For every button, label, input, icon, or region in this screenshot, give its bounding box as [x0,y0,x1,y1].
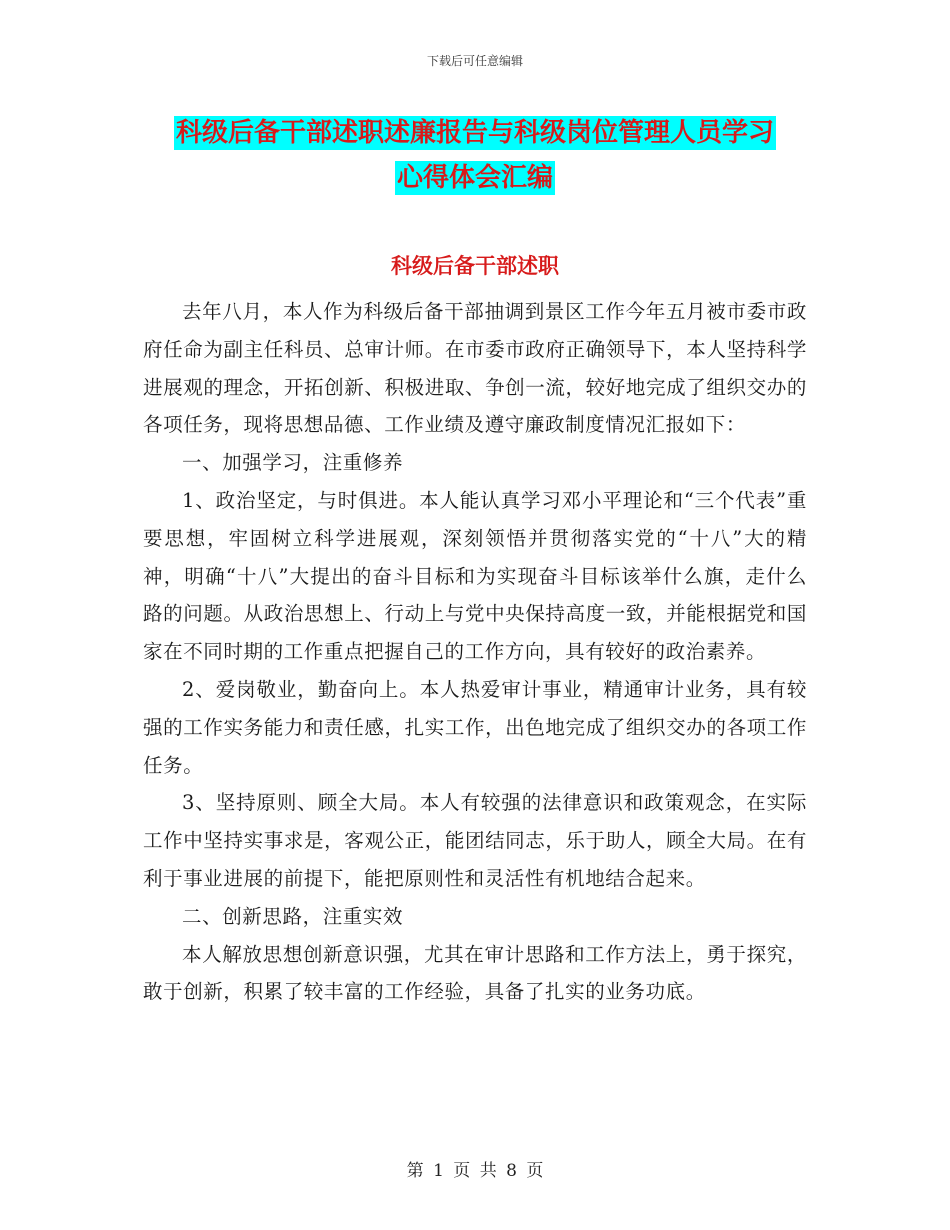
document-title-line-2 [0,157,950,194]
title-line-2-text: 心得体会汇编 [396,163,553,193]
document-body [143,293,807,1011]
paragraph-dedication: 2、爱岗敬业，勤奋向上。本人热爱审计事业，精通审计业务，具有较强的工作实务能力和责任感，扎实工作，出色地完成了组织交办的各项工作任务。 [143,677,807,777]
page-number-footer: 第 1 页 共 8 页 [406,1161,544,1181]
section-title: 科级后备干部述职 [391,254,559,278]
heading-study: 一、加强学习，注重修养 [182,451,404,475]
title-line-1-text: 科级后备干部述职述廉报告与科级岗位管理人员学习 [175,118,774,148]
document-title-line-1 [0,112,950,149]
paragraph-innovation: 本人解放思想创新意识强，尤其在审计思路和工作方法上，勇于探究，敢于创新，积累了较丰富的工作经验，具备了扎实的业务功底。 [143,942,807,1004]
paragraph-politics: 1、政治坚定，与时俱进。本人能认真学习邓小平理论和“三个代表”重要思想，牢固树立科学进展观，深刻领悟并贯彻落实党的“十八”大的精神，明确“十八”大提出的奋斗目标和为实现奋斗目标该举什么旗，走什么路的问题。从政治思想上、行动上与党中央保持高度一致，并能根据党和国家在不同时期的工作重点把握自己的工作方向，具有较好的政治素养。 [143,488,807,664]
heading-innovation: 二、创新思路，注重实效 [182,904,404,928]
paragraph-intro: 去年八月，本人作为科级后备干部抽调到景区工作今年五月被市委市政府任命为副主任科员、总审计师。在市委市政府正确领导下，本人坚持科学进展观的理念，开拓创新、积极进取、争创一流，较好地完成了组织交办的各项任务，现将思想品德、工作业绩及遵守廉政制度情况汇报如下： [143,300,807,437]
paragraph-principles: 3、坚持原则、顾全大局。本人有较强的法律意识和政策观念，在实际工作中坚持实事求是，客观公正，能团结同志，乐于助人，顾全大局。在有利于事业进展的前提下，能把原则性和灵活性有机地结合起来。 [143,791,807,890]
page-header-note: 下载后可任意编辑 [426,54,523,68]
